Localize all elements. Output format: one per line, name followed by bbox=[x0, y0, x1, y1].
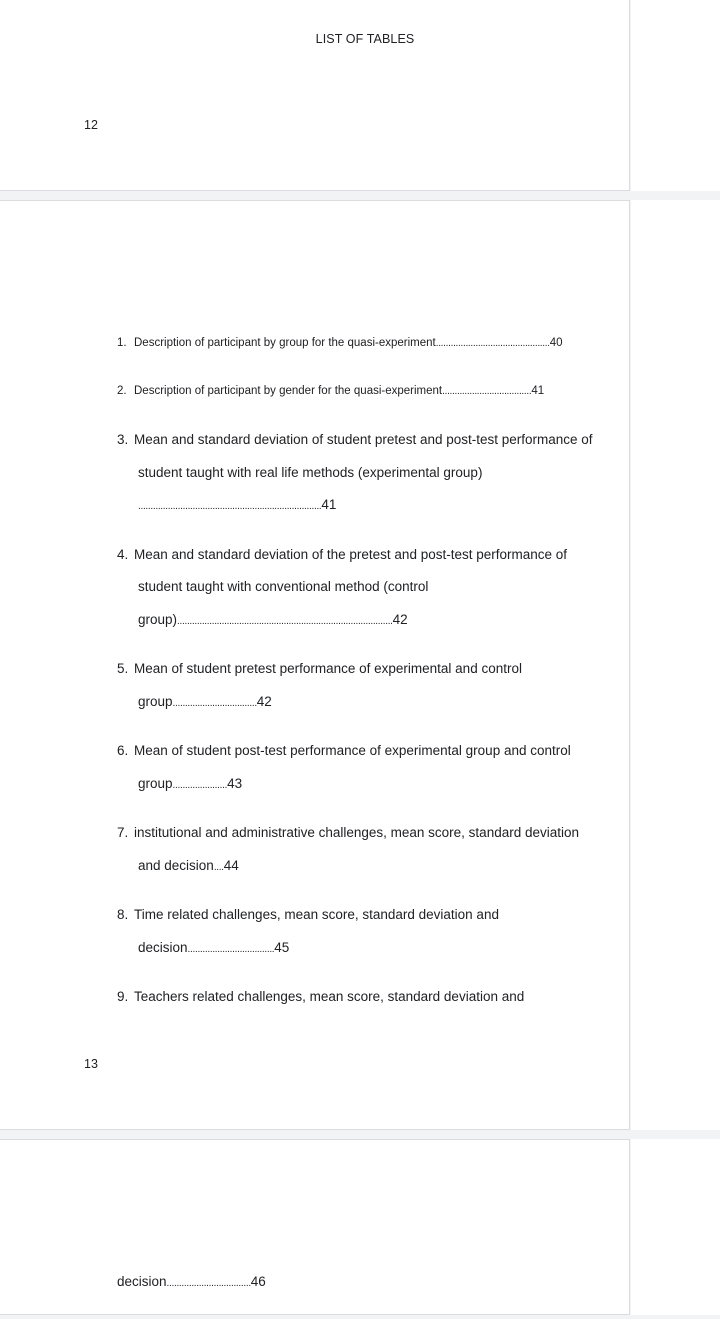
page-number-13: 13 bbox=[84, 1057, 98, 1071]
table-entry-5-line-2: group..................................42 bbox=[138, 694, 272, 709]
entry-title: Mean of student pretest performance of experimental and control bbox=[134, 661, 522, 676]
entry-title: Description of participant by gender for the quasi-experiment bbox=[134, 385, 443, 397]
entry-page-number: 46 bbox=[250, 1274, 266, 1289]
table-entry-6: 6. Mean of student post-test performance of experimental group and control bbox=[117, 743, 571, 758]
table-entry-8-line-2: decision...................................45 bbox=[138, 940, 290, 955]
table-entry-7: 7. institutional and administrative challenges, mean score, standard deviation bbox=[117, 825, 580, 840]
entry-page-number: 45 bbox=[274, 940, 290, 955]
entry-page-number: 44 bbox=[223, 858, 239, 873]
entry-page-number: 42 bbox=[256, 694, 272, 709]
page-number-12: 12 bbox=[84, 118, 98, 132]
table-entry-6-line-2: group......................43 bbox=[138, 776, 243, 791]
table-entry-4-line-2: student taught with conventional method (control bbox=[138, 579, 429, 594]
entry-page-number: 43 bbox=[227, 776, 243, 791]
table-entry-3-line-2: student taught with real life methods (experimental group) bbox=[138, 465, 483, 480]
table-entry-4-line-3: group).......................................................................................42 bbox=[138, 612, 408, 627]
page-margin-strip bbox=[631, 1139, 720, 1315]
table-entry-4: 4. Mean and standard deviation of the pretest and post-test performance of bbox=[117, 547, 568, 562]
entry-title: Time related challenges, mean score, standard deviation and bbox=[134, 907, 499, 922]
table-entry-3: 3. Mean and standard deviation of student pretest and post-test performance of bbox=[117, 432, 593, 447]
table-entry-3-line-3: ..........................................................................41 bbox=[138, 497, 337, 512]
entry-title: institutional and administrative challenges, mean score, standard deviation bbox=[134, 825, 580, 840]
entry-title: Mean of student post-test performance of experimental group and control bbox=[134, 743, 571, 758]
table-entry-8: 8. Time related challenges, mean score, standard deviation and bbox=[117, 907, 499, 922]
page-margin-strip bbox=[631, 0, 720, 191]
entry-page-number: 42 bbox=[392, 612, 408, 627]
table-entry-2: 2. Description of participant by gender for the quasi-experiment....................................41 bbox=[117, 385, 545, 397]
page-margin-strip bbox=[631, 200, 720, 1130]
list-of-tables-heading: LIST OF TABLES bbox=[315, 32, 415, 46]
entry-title: Description of participant by group for the quasi-experiment bbox=[134, 337, 436, 349]
document-page-2 bbox=[0, 200, 630, 1130]
entry-title: Mean and standard deviation of the pretest and post-test performance of bbox=[134, 547, 568, 562]
entry-page-number: 41 bbox=[531, 385, 545, 397]
entry-title: Mean and standard deviation of student pretest and post-test performance of bbox=[134, 432, 593, 447]
table-entry-1: 1. Description of participant by group for the quasi-experiment..............................................40 bbox=[117, 337, 563, 349]
table-entry-5: 5. Mean of student pretest performance of experimental and control bbox=[117, 661, 522, 676]
entry-title: Teachers related challenges, mean score, standard deviation and bbox=[134, 989, 525, 1004]
document-page-1 bbox=[0, 0, 630, 191]
entry-page-number: 41 bbox=[321, 497, 337, 512]
table-entry-9: 9. Teachers related challenges, mean score, standard deviation and bbox=[117, 989, 525, 1004]
document-page-3 bbox=[0, 1139, 630, 1315]
table-entry-7-line-2: and decision....44 bbox=[138, 858, 239, 873]
table-entry-9-continuation: decision..................................46 bbox=[117, 1274, 266, 1289]
entry-page-number: 40 bbox=[549, 337, 563, 349]
